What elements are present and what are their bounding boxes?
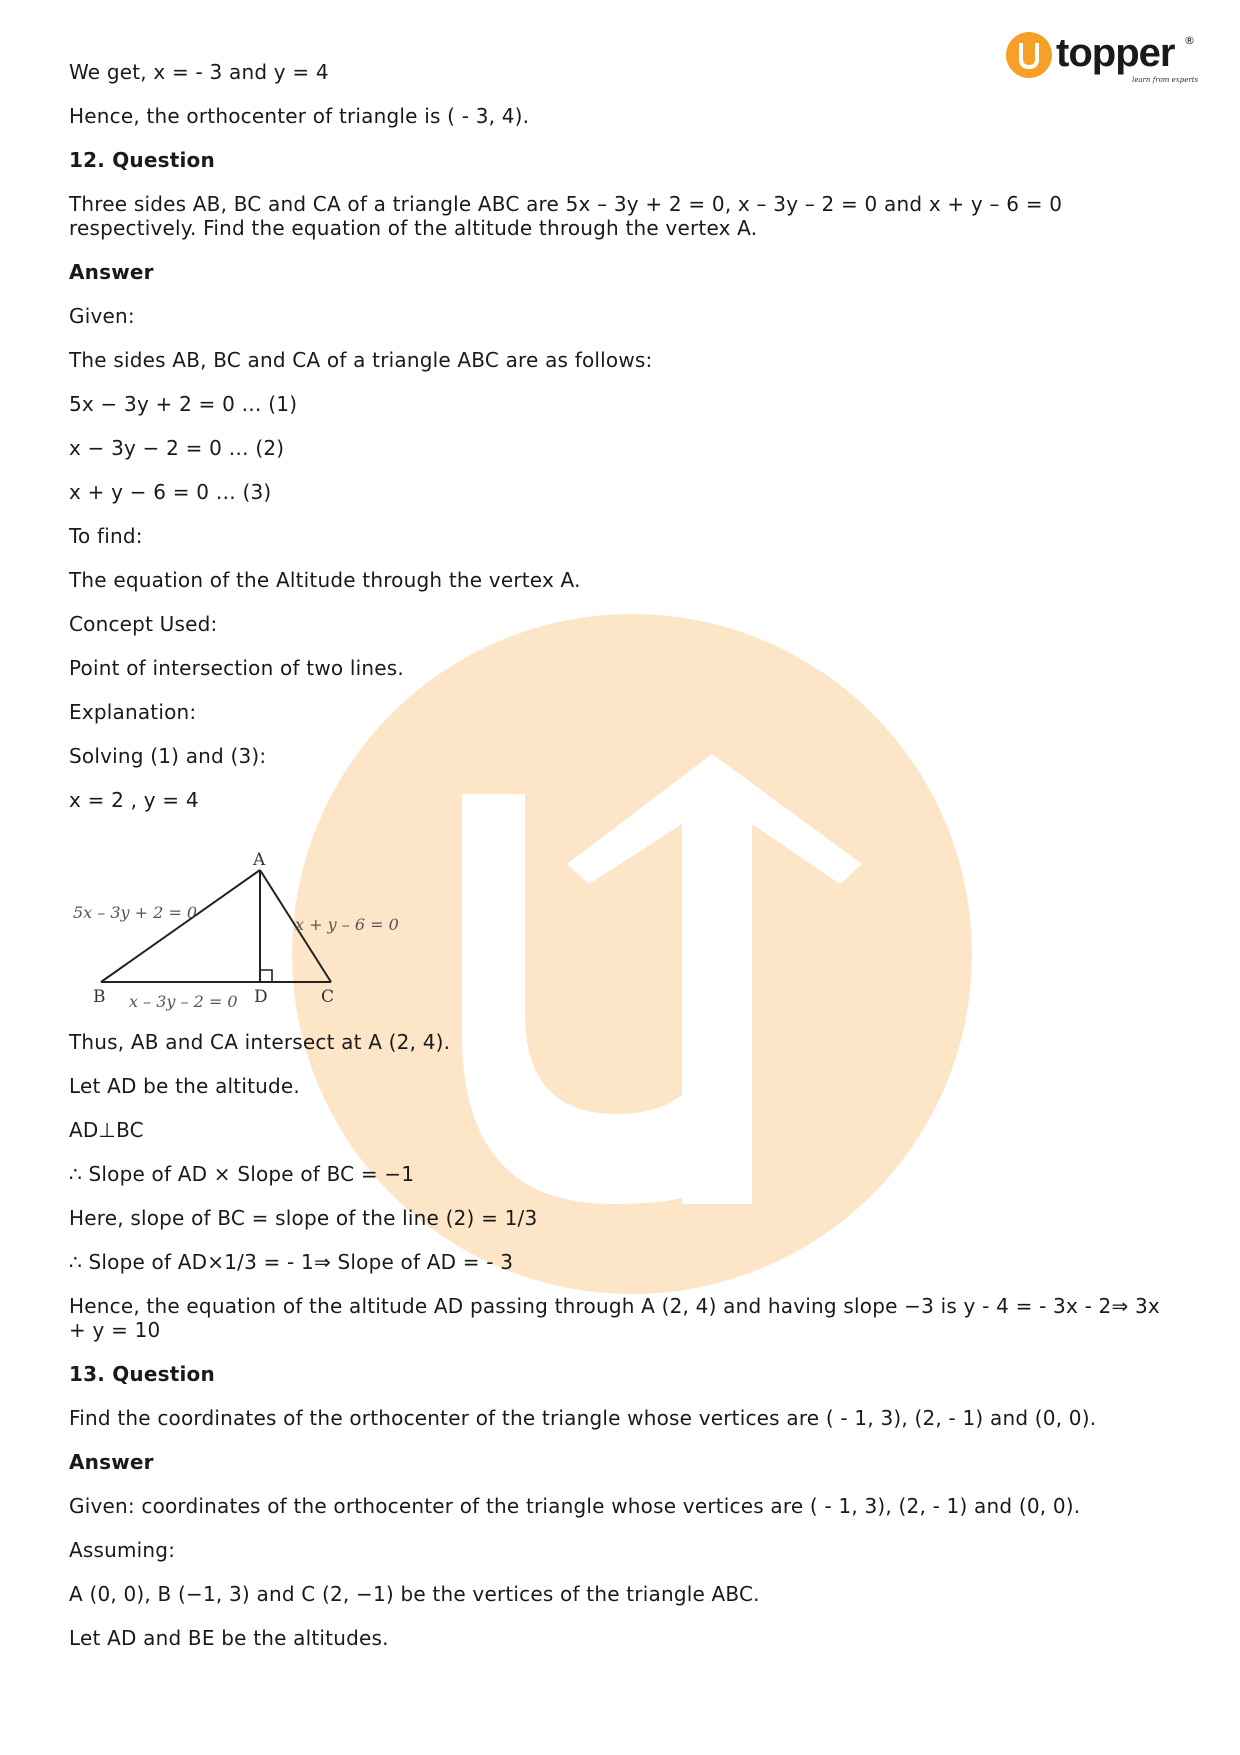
- text-line: The sides AB, BC and CA of a triangle ABC are as follows:: [69, 348, 653, 372]
- text-line: Three sides AB, BC and CA of a triangle ABC are 5x – 3y + 2 = 0, x – 3y – 2 = 0 and x + y – 6 = 0 respectively. Find the equation of the altitude through the vertex A.: [69, 192, 1063, 240]
- text-line: Concept Used:: [69, 612, 218, 636]
- text-line: Given:: [69, 304, 135, 328]
- logo-u-icon: [1006, 32, 1052, 78]
- logo-tagline: learn from experts: [1132, 76, 1199, 84]
- brand-logo: [1004, 30, 1200, 90]
- text-line: Hence, the equation of the altitude AD passing through A (2, 4) and having slope −3 is y - 4 = - 3x - 2⇒ 3x + y = 10: [69, 1294, 1160, 1342]
- text-line: x = 2 , y = 4: [69, 788, 199, 812]
- text-line: The equation of the Altitude through the vertex A.: [69, 568, 581, 592]
- section-heading: Answer: [69, 1450, 154, 1474]
- document-body: [69, 60, 1179, 1670]
- section-heading: 12. Question: [69, 148, 215, 172]
- text-line: Thus, AB and CA intersect at A (2, 4).: [69, 1030, 451, 1054]
- right-angle-mark: [260, 970, 272, 982]
- text-line: A (0, 0), B (−1, 3) and C (2, −1) be the vertices of the triangle ABC.: [69, 1582, 760, 1606]
- text-line: Let AD be the altitude.: [69, 1074, 300, 1098]
- text-line: Given: coordinates of the orthocenter of the triangle whose vertices are ( - 1, 3), (2, - 1) and (0, 0).: [69, 1494, 1081, 1518]
- text-line: x − 3y − 2 = 0 … (2): [69, 436, 285, 460]
- foot-d-label: D: [254, 987, 268, 1007]
- eq-bc-label: x – 3y – 2 = 0: [129, 992, 238, 1011]
- text-line: Solving (1) and (3):: [69, 744, 267, 768]
- text-line: Hence, the orthocenter of triangle is ( - 3, 4).: [69, 104, 530, 128]
- text-line: Find the coordinates of the orthocenter of the triangle whose vertices are ( - 1, 3), (2, - 1) and (0, 0).: [69, 1406, 1097, 1430]
- text-line: x + y − 6 = 0 … (3): [69, 480, 272, 504]
- text-line: Here, slope of BC = slope of the line (2) = 1/3: [69, 1206, 538, 1230]
- vertex-c-label: C: [321, 987, 335, 1007]
- solution-block-top: [69, 60, 1179, 812]
- side-ab: [101, 870, 260, 982]
- text-line: Explanation:: [69, 700, 197, 724]
- vertex-b-label: B: [93, 987, 106, 1007]
- text-line: We get, x = - 3 and y = 4: [69, 60, 329, 84]
- text-line: 5x − 3y + 2 = 0 … (1): [69, 392, 298, 416]
- eq-ca-label: x + y – 6 = 0: [295, 915, 399, 934]
- vertex-a-label: A: [253, 850, 266, 870]
- section-heading: 13. Question: [69, 1362, 215, 1386]
- text-line: ∴ Slope of AD × Slope of BC = −1: [69, 1162, 415, 1186]
- text-line: AD⊥BC: [69, 1118, 144, 1142]
- text-line: Assuming:: [69, 1538, 176, 1562]
- logo-wordmark: topper: [1056, 31, 1175, 75]
- section-heading: Answer: [69, 260, 154, 284]
- eq-ab-label: 5x – 3y + 2 = 0: [73, 903, 198, 922]
- logo-registered-mark: ®: [1184, 34, 1195, 47]
- text-line: Point of intersection of two lines.: [69, 656, 404, 680]
- solution-block-bottom: [69, 1030, 1179, 1650]
- text-line: To find:: [69, 524, 143, 548]
- text-line: ∴ Slope of AD×1/3 = - 1⇒ Slope of AD = - 3: [69, 1250, 514, 1274]
- triangle-figure: [69, 832, 429, 1012]
- text-line: Let AD and BE be the altitudes.: [69, 1626, 389, 1650]
